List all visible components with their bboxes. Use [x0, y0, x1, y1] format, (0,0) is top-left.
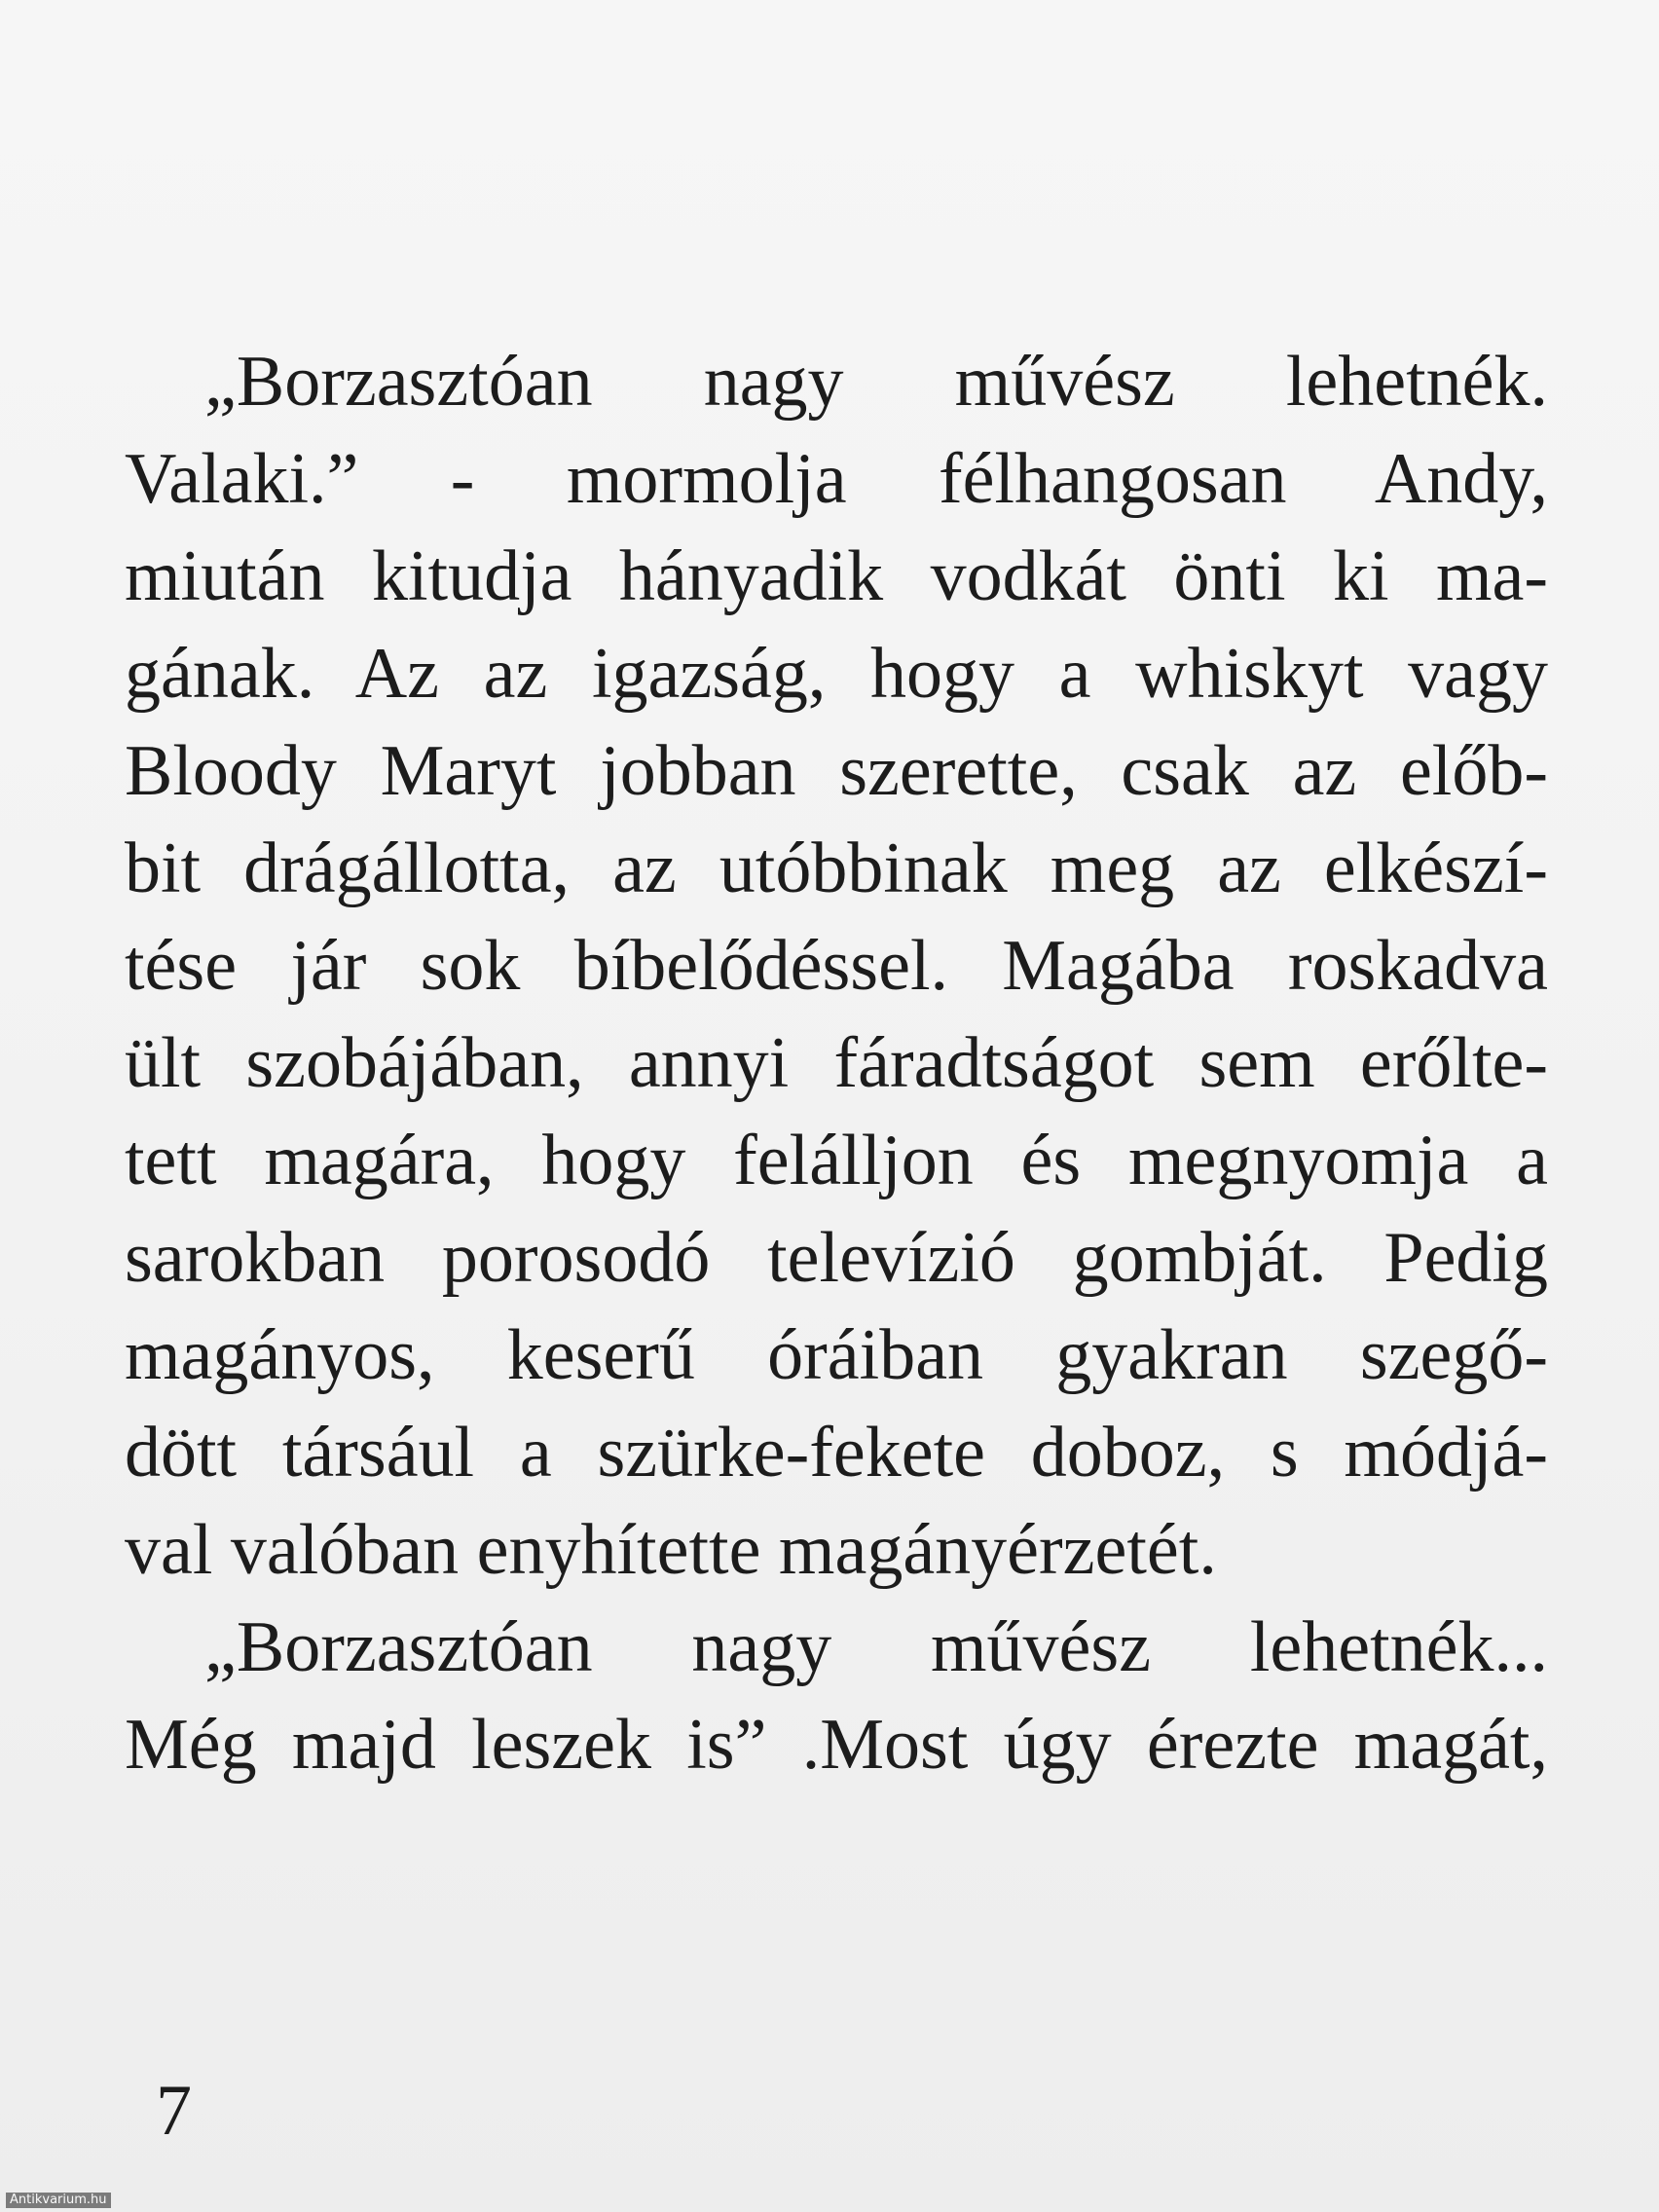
- text-line: val valóban enyhítette magányérzetét.: [125, 1510, 1217, 1590]
- body-text: [125, 333, 1548, 1793]
- watermark: Antikvarium.hu: [6, 2193, 111, 2208]
- text-line: Bloody Maryt jobban szerette, csak az előb-: [125, 731, 1548, 811]
- text-line: magányos, keserű óráiban gyakran szegő-: [125, 1315, 1548, 1395]
- text-line: dött társául a szürke-fekete doboz, s módjá-: [125, 1413, 1548, 1493]
- text-line: Még majd leszek is” .Most úgy érezte magát,: [125, 1705, 1548, 1785]
- text-line: miután kitudja hányadik vodkát önti ki ma-: [125, 536, 1548, 616]
- text-line: tett magára, hogy felálljon és megnyomja a: [125, 1121, 1548, 1200]
- text-line: tése jár sok bíbelődéssel. Magába roskadva: [125, 926, 1548, 1006]
- text-line: Valaki.” - mormolja félhangosan Andy,: [125, 439, 1548, 519]
- text-line: gának. Az az igazság, hogy a whiskyt vagy: [125, 634, 1548, 714]
- text-line: sarokban porosodó televízió gombját. Pedig: [125, 1218, 1548, 1298]
- text-line: ült szobájában, annyi fáradtságot sem erőlte-: [125, 1023, 1548, 1103]
- text-line: bit drágállotta, az utóbbinak meg az elkészí-: [125, 829, 1548, 908]
- text-line: „Borzasztóan nagy művész lehetnék.: [204, 342, 1548, 422]
- text-line: „Borzasztóan nagy művész lehetnék...: [204, 1607, 1548, 1687]
- page-number: 7: [156, 2071, 192, 2151]
